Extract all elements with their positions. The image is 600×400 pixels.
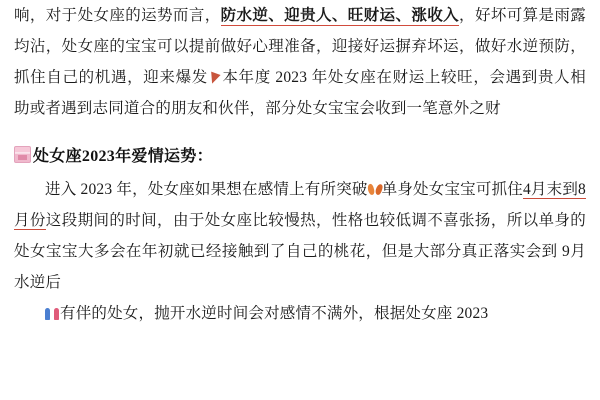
couple-icon <box>45 307 59 321</box>
party-popper-icon <box>208 71 222 84</box>
paragraph-partnered-virgo <box>14 298 586 329</box>
text-segment: 的朋友和伙伴，部分处女宝宝会收到一笔意外之财 <box>155 100 501 117</box>
text-segment: ， <box>459 7 475 24</box>
text-segment: 到了自己的桃花，但是大部分真正落实会到 9月水逆后 <box>14 243 586 291</box>
text-segment: 度 2023 年处女座在财运上较旺，会遇到贵人相助或者遇到志同道合 <box>14 69 586 117</box>
highlighted-phrase-keywords: 防水逆、迎贵人、旺财运、涨收入 <box>220 7 460 24</box>
text-segment: 好运摒弃坏运，做好水逆预防，抓住自己的机遇，迎来爆发 <box>14 38 586 86</box>
text-segment: 单身处女宝宝可 <box>381 181 492 198</box>
text-segment: 有伴的处女，抛开水逆时间会对感情不满外，根据处女座 2023 <box>60 305 489 322</box>
text-segment: 本年 <box>221 69 255 86</box>
building-icon <box>14 146 31 163</box>
highlighted-phrase-date-range: 4月末到8月份 <box>14 181 586 229</box>
text-segment: 进入 2023 年，处女座如果想在感情上有所突破 <box>45 181 368 198</box>
text-segment: 抓住 <box>491 181 523 198</box>
paragraph-love-fortune <box>14 174 586 298</box>
paragraph-fortune-overview <box>14 0 586 124</box>
section-heading-love-fortune <box>14 142 586 172</box>
text-segment: 也较低调不喜张扬，所以单身的处女宝宝大多会在年初就已经接触 <box>14 212 586 260</box>
text-segment: 好坏可算是雨露均沾，处女座的宝宝可以提前做好心理准备，迎接 <box>14 7 586 55</box>
butterfly-icon <box>368 183 382 196</box>
section-heading-text: 处女座2023年爱情运势： <box>33 148 213 165</box>
text-segment: 这段期间的时间，由于处女座比较慢热，性格 <box>45 212 364 229</box>
text-segment: 响，对于处女座的运势而言， <box>14 7 221 24</box>
